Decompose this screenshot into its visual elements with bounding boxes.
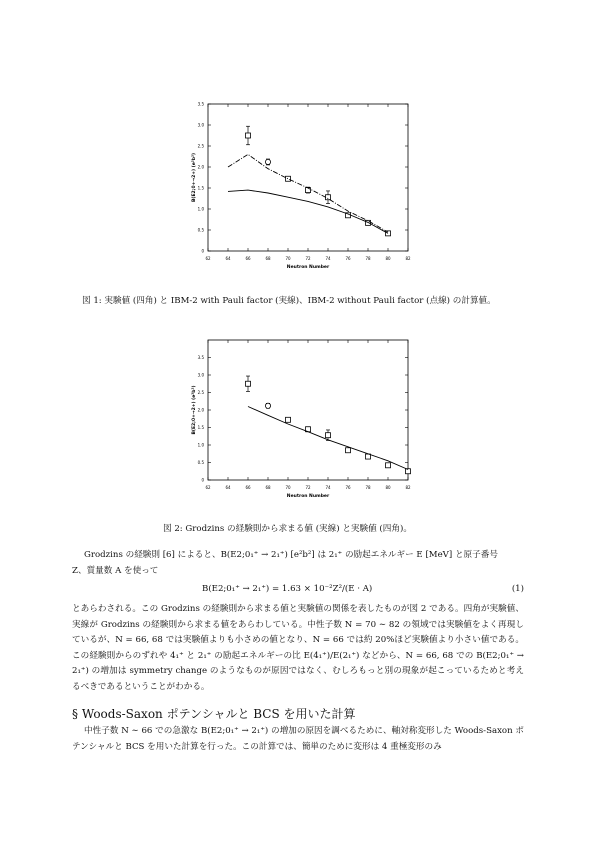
figure-2-plot [191, 340, 411, 499]
figure-1-caption: 図 1: 実験値 (四角) と IBM-2 with Pauli factor (実線)、IBM-2 without Pauli factor (点線) の計算値。 [82, 296, 496, 306]
paragraph-results [72, 602, 524, 696]
equation-number: (1) [511, 584, 524, 594]
y-tick-label: 3.5 [197, 355, 204, 360]
y-axis-label: B(E2;0+→2+) (e²b²) [192, 385, 197, 435]
y-tick-label: 2.5 [197, 143, 204, 149]
plot-frame [208, 104, 408, 251]
y-tick-label: 0 [201, 248, 204, 254]
x-tick-label: 80 [385, 256, 391, 261]
equation-body: B(E2;0₁⁺ → 2₁⁺) = 1.63 × 10⁻²Z²/(E · A) [202, 584, 373, 594]
data-point-circle [265, 403, 270, 408]
x-tick-label: 64 [225, 485, 231, 490]
x-axis-label: Neutron Number [286, 265, 330, 270]
data-point-square [326, 433, 331, 438]
x-tick-label: 76 [345, 485, 351, 490]
section-heading: § Woods-Saxon ポテンシャルと BCS を用いた計算 [72, 707, 356, 721]
y-tick-label: 3.0 [197, 372, 204, 378]
paragraph-text: 中性子数 N ∼ 66 での急激な B(E2;0₁⁺ → 2₁⁺) の増加の原因を調べるために、軸対称変形した Woods-Saxon ポテンシャルと BCS を用いた計算を行った。この計算では、簡単のために変形は 4 重極変形のみ [72, 726, 524, 752]
y-tick-label: 3.0 [197, 122, 204, 128]
data-point-square [286, 176, 291, 181]
solid-curve [228, 190, 388, 233]
x-tick-label: 78 [365, 256, 371, 261]
data-point-square [286, 417, 291, 422]
x-tick-label: 64 [225, 256, 231, 261]
y-tick-label: 1.5 [197, 425, 204, 430]
x-tick-label: 76 [345, 256, 351, 261]
data-point-square [246, 133, 251, 138]
paragraph-text: とあらわされる。この Grodzins の経験則から求まる値と実験値の関係を表したものが図 2 である。四角が実験値、実線が Grodzins の経験則から求まる値をあらわしている。中性子数 N = 70 ∼ 82 の領域では実験値をよく再現しているが、N = 66, 68 では実験値よりも小さめの値となり、N = 66 では約 20%ほど実験値より小さい値である。この経験則からのずれや 4₁⁺ と 2₁⁺ の励起エネルギーの比 E(4₁⁺)/E(2₁⁺) などから、N = 66, 68 での B(E2;0₁⁺ → 2₁⁺) の増加は symmetry change のようなものが原因ではなく、むしろもっと別の現象が起こっているためと考えるべきであるということがわかる。 [72, 604, 524, 692]
y-axis-label: B(E2;0+→2+) (e²b²) [192, 152, 197, 203]
x-tick-label: 72 [305, 485, 311, 490]
x-axis-label: Neutron Number [286, 494, 330, 499]
y-tick-label: 1.0 [197, 206, 204, 212]
x-tick-label: 66 [245, 256, 251, 261]
x-tick-label: 66 [245, 485, 251, 490]
x-tick-label: 82 [405, 256, 411, 261]
paragraph-grodzins-intro [72, 548, 524, 564]
y-tick-label: 1.0 [197, 442, 204, 448]
figure-1-plot [191, 102, 411, 271]
x-tick-label: 68 [265, 485, 271, 490]
figure-2-caption: 図 2: Grodzins の経験則から求まる値 (実線) と実験値 (四角)。 [163, 524, 412, 534]
y-tick-label: 1.5 [197, 185, 204, 191]
paragraph-line: Grodzins の経験則 [6] によると、B(E2;0₁⁺ → 2₁⁺) [e²b²] は 2₁⁺ の励起エネルギー E [MeV] と原子番号 [84, 550, 498, 560]
x-tick-label: 68 [265, 256, 271, 261]
y-tick-label: 0 [201, 477, 204, 483]
y-tick-label: 2.5 [197, 390, 204, 395]
x-tick-label: 62 [205, 485, 211, 490]
data-point-square [386, 463, 391, 468]
data-point-square [246, 381, 251, 386]
x-tick-label: 70 [285, 485, 291, 490]
paragraph-grodzins-intro-cont [72, 564, 524, 580]
y-tick-label: 2.0 [197, 407, 204, 413]
y-tick-label: 3.5 [197, 101, 204, 107]
y-tick-label: 0.5 [197, 460, 204, 465]
x-tick-label: 82 [405, 485, 411, 490]
plot-frame [208, 340, 408, 480]
y-tick-label: 0.5 [197, 227, 204, 233]
data-point-square [346, 448, 351, 453]
paragraph-line: Z、質量数 A を使って [72, 566, 159, 576]
x-tick-label: 74 [325, 485, 331, 490]
x-tick-label: 78 [365, 485, 371, 490]
paragraph-woods-saxon [72, 724, 524, 755]
x-tick-label: 70 [285, 256, 291, 261]
x-tick-label: 74 [325, 256, 331, 261]
x-tick-label: 80 [385, 485, 391, 490]
data-point-circle [265, 159, 270, 164]
x-tick-label: 62 [205, 256, 211, 261]
y-tick-label: 2.0 [197, 164, 204, 170]
x-tick-label: 72 [305, 256, 311, 261]
